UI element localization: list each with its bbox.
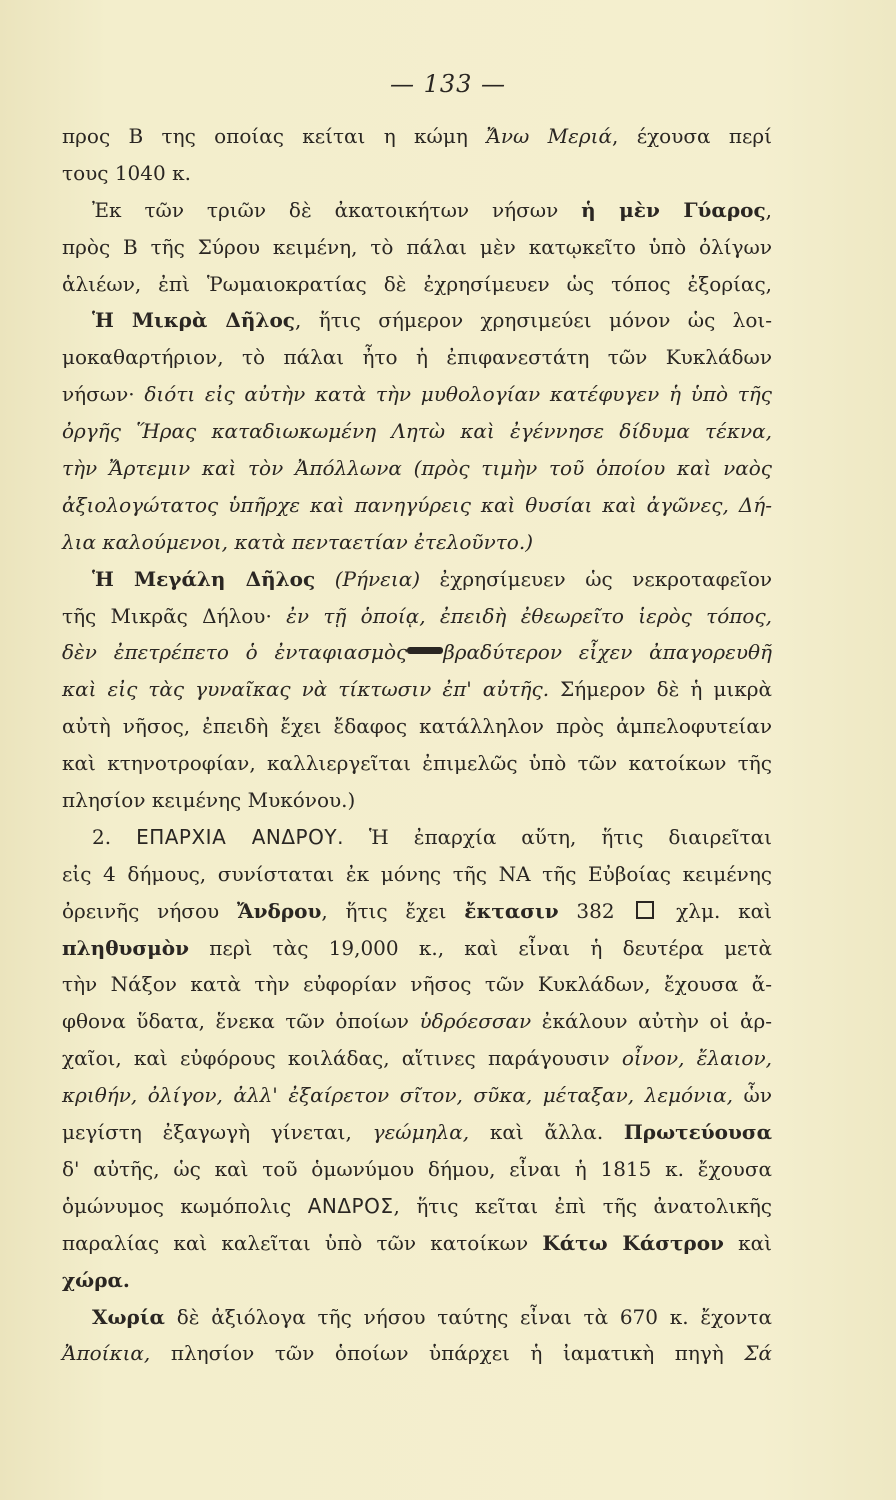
text-segment: γεώμηλα, <box>372 1120 470 1145</box>
text-line <box>62 1077 772 1114</box>
text-segment: οἶνον, ἔλαιον, <box>621 1046 772 1071</box>
ink-blot <box>407 647 443 654</box>
text-segment: δὲν ἐπετρέπετο ὁ ἐνταφιασμὸς <box>62 640 408 665</box>
text-segment: ὀργῆς Ἥρας καταδιωκωμένη Λητὼ καὶ ἐγέννησε δίδυμα τέκνα, <box>62 419 772 444</box>
text-line <box>62 1040 772 1077</box>
text-line <box>62 1299 772 1336</box>
text-segment: ὀρεινῆς νήσου <box>62 898 237 923</box>
text-segment: ἁλιέων, ἐπὶ Ῥωμαιοκρατίας δὲ ἐχρησίμευεν ὡς τόπος ἐξορίας, <box>62 271 772 296</box>
text-segment: πληθυσμὸν <box>62 935 190 960</box>
text-segment: , ἥτις σήμερον χρησιμεύει μόνον ὡς λοι- <box>294 308 772 333</box>
text-line <box>62 118 772 155</box>
text-segment: φθονα ὕδατα, ἕνεκα τῶν ὁποίων <box>62 1009 420 1034</box>
text-line <box>62 598 772 635</box>
text-segment: μοκαθαρτήριον, τὸ πάλαι ἦτο ἡ ἐπιφανεστάτη τῶν Κυκλάδων <box>62 345 772 370</box>
text-line <box>62 745 772 782</box>
text-segment: τὴν Νάξον κατὰ τὴν εὐφορίαν νῆσος τῶν Κυκλάδων, ἔχουσα ἄ- <box>62 972 772 997</box>
text-segment: δὲ ἀξιόλογα τῆς νήσου ταύτης εἶναι τὰ 670 κ. ἔχοντα <box>164 1304 772 1329</box>
text-line <box>62 1151 772 1188</box>
text-line <box>62 708 772 745</box>
text-segment: Ἄνδρου <box>236 898 322 923</box>
text-segment: πλησίον τῶν ὁποίων ὑπάρχει ἡ ἰαματικὴ πηγὴ <box>150 1341 745 1366</box>
text-segment: καὶ <box>723 1230 772 1255</box>
text-segment: τους 1040 κ. <box>62 160 191 185</box>
text-segment: 2. <box>92 824 137 849</box>
text-line <box>62 1335 772 1372</box>
text-line <box>62 782 772 819</box>
text-segment: καὶ εἰς τὰς γυναῖκας νὰ τίκτωσιν ἐπ' αὐτῆς. <box>62 677 550 702</box>
text-segment: , ἥτις κεῖται ἐπὶ τῆς ἀνατολικῆς <box>393 1193 773 1218</box>
text-segment: καὶ ἄλλα. <box>469 1120 624 1145</box>
text-segment: ἀξιολογώτατος ὑπῆρχε καὶ πανηγύρεις καὶ θυσίαι καὶ ἀγῶνες, Δή- <box>62 492 772 517</box>
text-segment: παραλίας καὶ καλεῖται ὑπὸ τῶν κατοίκων <box>62 1230 543 1255</box>
text-line <box>62 266 772 303</box>
text-segment: Ἡ Μεγάλη Δῆλος <box>92 566 316 591</box>
text-segment: ὑδρόεσσαν <box>419 1009 532 1034</box>
text-segment: (Ρήνεια) <box>334 566 421 591</box>
text-segment: Ἄνω Μεριά <box>486 124 612 148</box>
text-segment: πλησίον κειμένης Μυκόνου.) <box>62 788 356 813</box>
text-segment: Κάτω Κάστρον <box>542 1230 724 1255</box>
text-segment: νήσων· <box>62 382 145 407</box>
text-segment: τὴν Ἄρτεμιν καὶ τὸν Ἀπόλλωνα (πρὸς τιμὴν τοῦ ὁποίου καὶ ναὸς <box>62 456 772 481</box>
text-segment: Ἡ Μικρὰ Δῆλος <box>92 308 295 333</box>
text-segment: ἔκτασιν <box>464 898 559 923</box>
text-segment: ἐν τῇ ὁποίᾳ, ἐπειδὴ ἐθεωρεῖτο ἱερὸς τόπος, <box>286 603 772 628</box>
text-segment: χώρα. <box>62 1267 130 1292</box>
text-segment: χαῖοι, καὶ εὐφόρους κοιλάδας, αἵτινες παράγουσιν <box>62 1046 622 1071</box>
text-segment: 382 <box>558 898 633 923</box>
text-segment: μεγίστη ἐξαγωγὴ γίνεται, <box>62 1120 373 1145</box>
text-segment: ὧν <box>732 1083 772 1108</box>
text-line <box>62 966 772 1003</box>
text-line <box>62 339 772 376</box>
text-segment: Ἀποίκια, <box>62 1341 151 1366</box>
text-line <box>62 1225 772 1262</box>
text-segment: Σήμερον δὲ ἡ μικρὰ <box>549 677 773 702</box>
text-segment: Ἡ ἐπαρχία αὕτη, ἥτις διαιρεῖται <box>343 824 772 849</box>
page-number: — 133 — <box>389 70 507 98</box>
text-segment: , <box>765 197 772 222</box>
text-line <box>62 1003 772 1040</box>
text-segment: ἐκάλουν αὐτὴν οἱ ἀρ- <box>531 1009 772 1034</box>
text-line <box>62 1188 772 1225</box>
text-segment: προς Β της οποίας κείται η κώμη <box>62 124 487 148</box>
text-segment: λια καλούμενοι, κατὰ πενταετίαν ἐτελοῦντο.) <box>62 529 534 554</box>
text-segment: χλμ. καὶ <box>658 898 772 923</box>
text-segment: ἡ μὲν Γύαρος <box>581 197 766 222</box>
text-line <box>62 819 772 856</box>
text-segment: ΑΝΔΡΟΣ <box>307 1193 394 1218</box>
text-line <box>62 893 772 930</box>
square-unit-symbol <box>636 901 654 919</box>
text-segment: , έχουσα περί <box>612 124 772 148</box>
text-segment: καὶ κτηνοτροφίαν, καλλιεργεῖται ἐπιμελῶς ὑπὸ τῶν κατοίκων τῆς <box>62 751 772 776</box>
text-segment: , ἥτις ἔχει <box>321 898 465 923</box>
text-segment: Ἐκ τῶν τριῶν δὲ ἀκατοικήτων νήσων <box>92 197 582 222</box>
text-line <box>62 561 772 598</box>
text-line <box>62 376 772 413</box>
text-line <box>62 671 772 708</box>
text-segment: πρὸς Β τῆς Σύρου κειμένη, τὸ πάλαι μὲν κατῳκεῖτο ὑπὸ ὀλίγων <box>62 234 772 259</box>
text-line <box>62 1114 772 1151</box>
text-segment: ὁμώνυμος κωμόπολις <box>62 1193 308 1218</box>
text-segment: διότι εἰς αὐτὴν κατὰ τὴν μυθολογίαν κατέφυγεν ἡ ὑπὸ τῆς <box>144 382 772 407</box>
text-segment: βραδύτερον εἶχεν ἀπαγορευθῆ <box>443 640 772 665</box>
text-line <box>62 524 772 561</box>
text-line <box>62 450 772 487</box>
text-segment: τῆς Μικρᾶς Δήλου· <box>62 603 287 628</box>
text-segment: περὶ τὰς 19,000 κ., καὶ εἶναι ἡ δευτέρα μετὰ <box>189 935 772 960</box>
text-segment: κριθήν, ὀλίγον, ἀλλ' ἐξαίρετον σῖτον, σῦκα, μέταξαν, λεμόνια, <box>62 1083 733 1108</box>
text-line <box>62 930 772 967</box>
text-segment <box>315 567 335 591</box>
text-segment: δ' αὐτῆς, ὡς καὶ τοῦ ὁμωνύμου δήμου, εἶναι ἡ 1815 κ. ἔχουσα <box>62 1156 772 1181</box>
text-line <box>62 229 772 266</box>
text-line <box>62 856 772 893</box>
text-line <box>62 413 772 450</box>
text-line <box>62 192 772 229</box>
text-line <box>62 1262 772 1299</box>
text-segment: Χωρία <box>92 1304 165 1329</box>
text-segment: Σά <box>744 1341 772 1366</box>
text-segment: ΕΠΑΡΧΙΑ ΑΝΔΡΟΥ. <box>136 824 344 849</box>
text-line <box>62 487 772 524</box>
text-line <box>62 302 772 339</box>
text-segment: Πρωτεύουσα <box>623 1120 772 1145</box>
text-line <box>62 634 772 671</box>
text-segment: ἐχρησίμευεν ὡς νεκροταφεῖον <box>420 566 773 591</box>
text-segment: εἰς 4 δήμους, συνίσταται ἐκ μόνης τῆς ΝΑ τῆς Εὐβοίας κειμένης <box>62 861 772 886</box>
text-line <box>62 155 772 192</box>
text-segment: αὐτὴ νῆσος, ἐπειδὴ ἔχει ἔδαφος κατάλληλον πρὸς ἀμπελοφυτείαν <box>62 714 772 739</box>
body-text <box>62 118 772 1372</box>
